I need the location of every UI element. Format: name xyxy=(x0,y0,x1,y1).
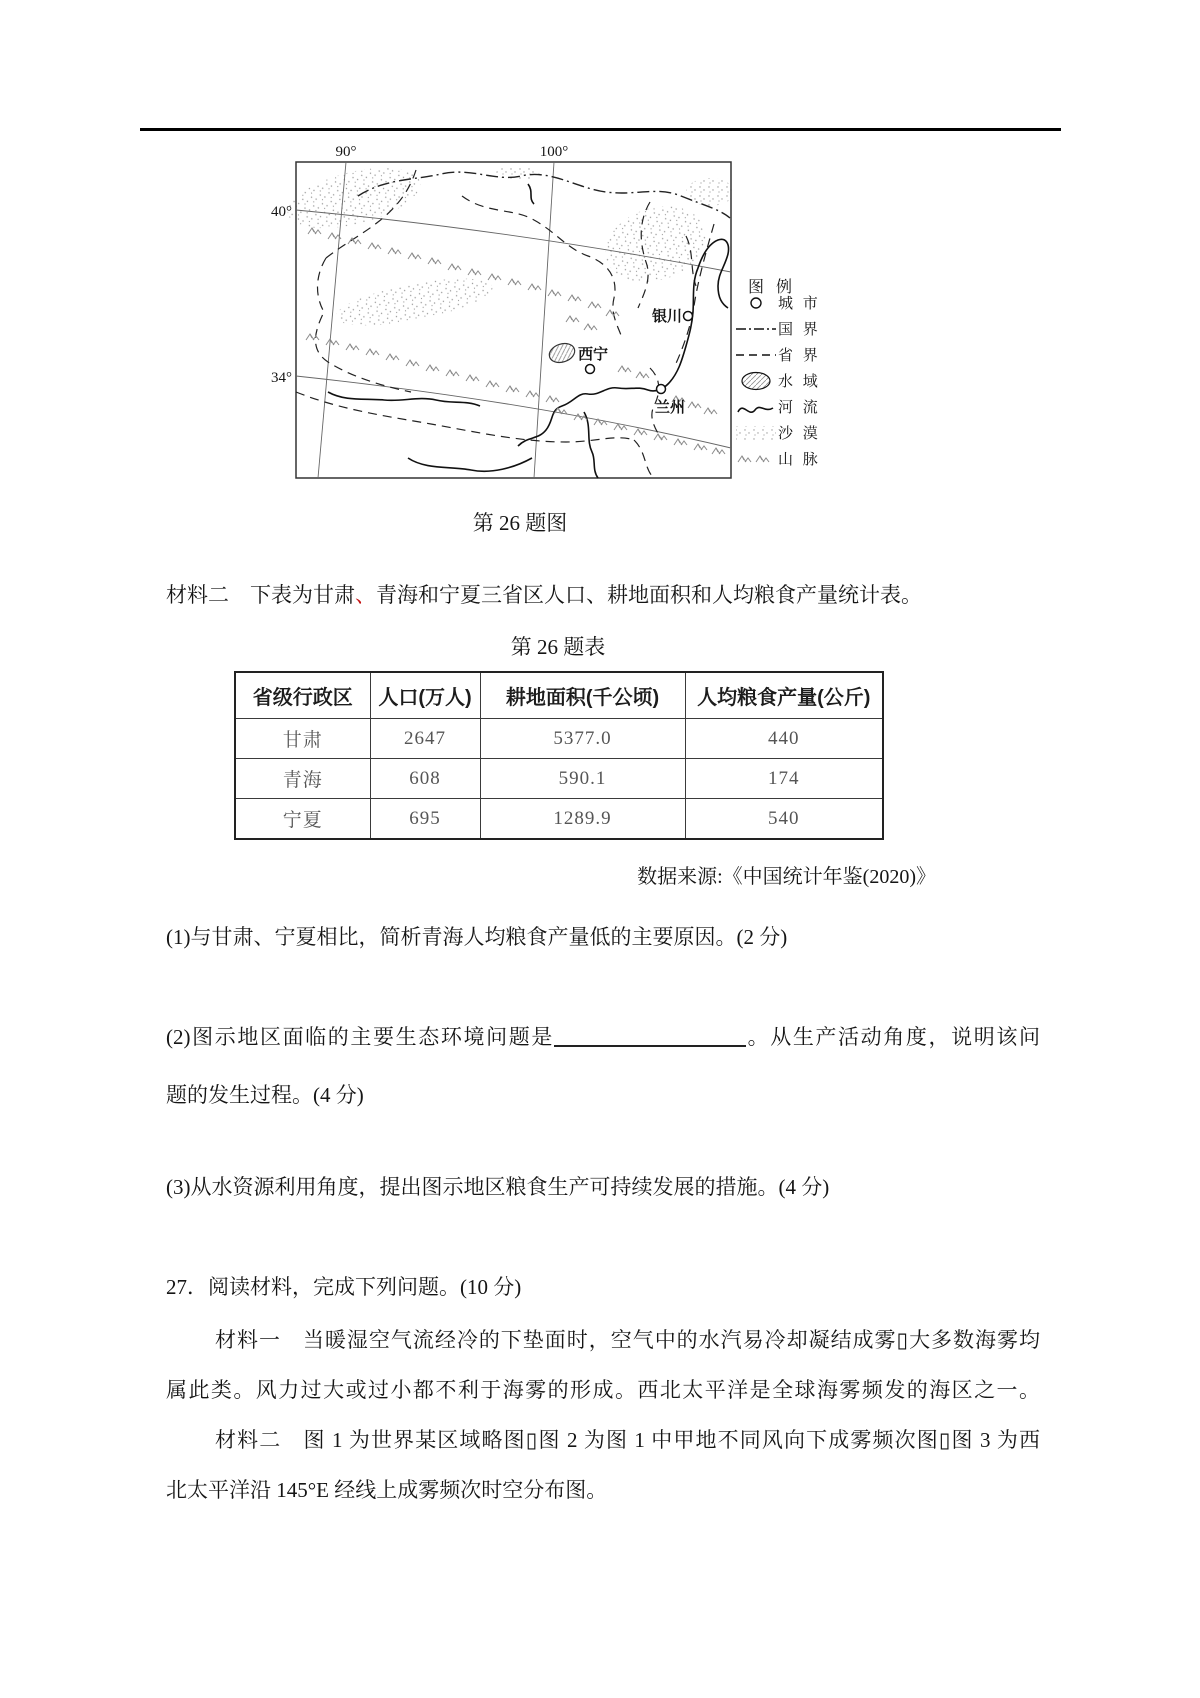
material1-line1: 材料一 当暖湿空气流经冷的下垫面时，空气中的水汽易冷却凝结成雾▯大多数海雾均 xyxy=(215,1328,1040,1352)
legend-desert-icon xyxy=(736,426,776,440)
legend-mountain-icon xyxy=(738,456,751,462)
region-name: 宁夏 xyxy=(235,799,370,840)
question-27-materials xyxy=(166,1315,1040,1515)
latitude-label-34: 34° xyxy=(271,370,292,386)
table-row xyxy=(235,719,883,759)
city-label-lanzhou: 兰州 xyxy=(654,400,686,416)
question-26-2-line2: 题的发生过程。(4 分) xyxy=(166,1083,364,1107)
legend-water-icon xyxy=(742,373,770,390)
legend-item-mountain: 山 脉 xyxy=(778,452,821,468)
question-26-1: (1)与甘肃、宁夏相比，简析青海人均粮食产量低的主要原因。(2 分) xyxy=(166,925,788,949)
legend-item-desert: 沙 漠 xyxy=(778,426,821,442)
question-26-2-line1 xyxy=(166,1021,1040,1051)
arable-land-value: 1289.9 xyxy=(480,799,685,840)
question-27-heading: 27．阅读材料，完成下列问题。(10 分) xyxy=(166,1275,522,1299)
material2-intro-part1: 材料二 下表为甘肃 xyxy=(166,583,355,607)
table-row xyxy=(235,799,883,840)
material2-line1: 材料二 图 1 为世界某区域略图▯图 2 为图 1 中甲地不同风向下成雾频次图▯图 3 为西 xyxy=(215,1428,1041,1452)
question-26-2-pre: (2)图示地区面临的主要生态环境问题是 xyxy=(166,1025,554,1049)
population-value: 695 xyxy=(370,799,480,840)
map-caption: 第 26 题图 xyxy=(472,511,568,535)
legend-title: 图 例 xyxy=(747,279,797,296)
material2-intro-part2: 青海和宁夏三省区人口、耕地面积和人均粮食产量统计表。 xyxy=(376,583,922,607)
table-header-row xyxy=(235,672,883,719)
table-row xyxy=(235,759,883,799)
data-source-note: 数据来源:《中国统计年鉴(2020)》 xyxy=(637,866,936,888)
answer-blank xyxy=(554,1024,746,1047)
city-markers xyxy=(578,307,693,416)
grain-per-capita-value: 540 xyxy=(685,799,883,840)
question-26-map xyxy=(266,140,866,503)
map-legend xyxy=(736,278,821,468)
city-label-yinchuan: 银川 xyxy=(651,309,682,325)
page-content xyxy=(166,0,1040,1515)
material2-intro xyxy=(166,579,1040,609)
arable-land-value: 590.1 xyxy=(480,759,685,799)
legend-river-icon xyxy=(738,407,773,412)
legend-item-river: 河 流 xyxy=(778,400,821,416)
statistics-table xyxy=(234,671,884,840)
region-name: 甘肃 xyxy=(235,719,370,759)
question-26-3: (3)从水资源利用角度，提出图示地区粮食生产可持续发展的措施。(4 分) xyxy=(166,1175,830,1199)
column-header-population: 人口(万人) xyxy=(370,672,480,719)
map-figure xyxy=(266,140,866,498)
region-name: 青海 xyxy=(235,759,370,799)
longitude-label-90: 90° xyxy=(335,144,357,160)
legend-item-water: 水 域 xyxy=(778,374,821,390)
latitude-label-40: 40° xyxy=(271,204,292,220)
longitude-label-100: 100° xyxy=(539,144,569,160)
question-26-2-post: 。从生产活动角度，说明该问 xyxy=(745,1025,1040,1049)
red-punctuation-mark: 、 xyxy=(355,583,376,607)
column-header-region: 省级行政区 xyxy=(235,672,370,719)
population-value: 2647 xyxy=(370,719,480,759)
material1-line2: 属此类。风力过大或过小都不利于海雾的形成。西北太平洋是全球海雾频发的海区之一。 xyxy=(166,1378,1040,1402)
legend-item-city: 城 市 xyxy=(778,296,821,312)
legend-item-province-boundary: 省 界 xyxy=(778,348,821,364)
city-label-xining: 西宁 xyxy=(578,347,609,363)
table-caption: 第 26 题表 xyxy=(510,635,606,659)
legend-city-icon xyxy=(751,298,761,308)
column-header-grain-per-capita: 人均粮食产量(公斤) xyxy=(685,672,883,719)
legend-item-national-boundary: 国 界 xyxy=(778,322,821,338)
lake-water-area xyxy=(547,340,577,365)
material2-line2: 北太平洋沿 145°E 经线上成雾频次时空分布图。 xyxy=(166,1478,608,1502)
grain-per-capita-value: 174 xyxy=(685,759,883,799)
arable-land-value: 5377.0 xyxy=(480,719,685,759)
grain-per-capita-value: 440 xyxy=(685,719,883,759)
column-header-arable-land: 耕地面积(千公顷) xyxy=(480,672,685,719)
population-value: 608 xyxy=(370,759,480,799)
